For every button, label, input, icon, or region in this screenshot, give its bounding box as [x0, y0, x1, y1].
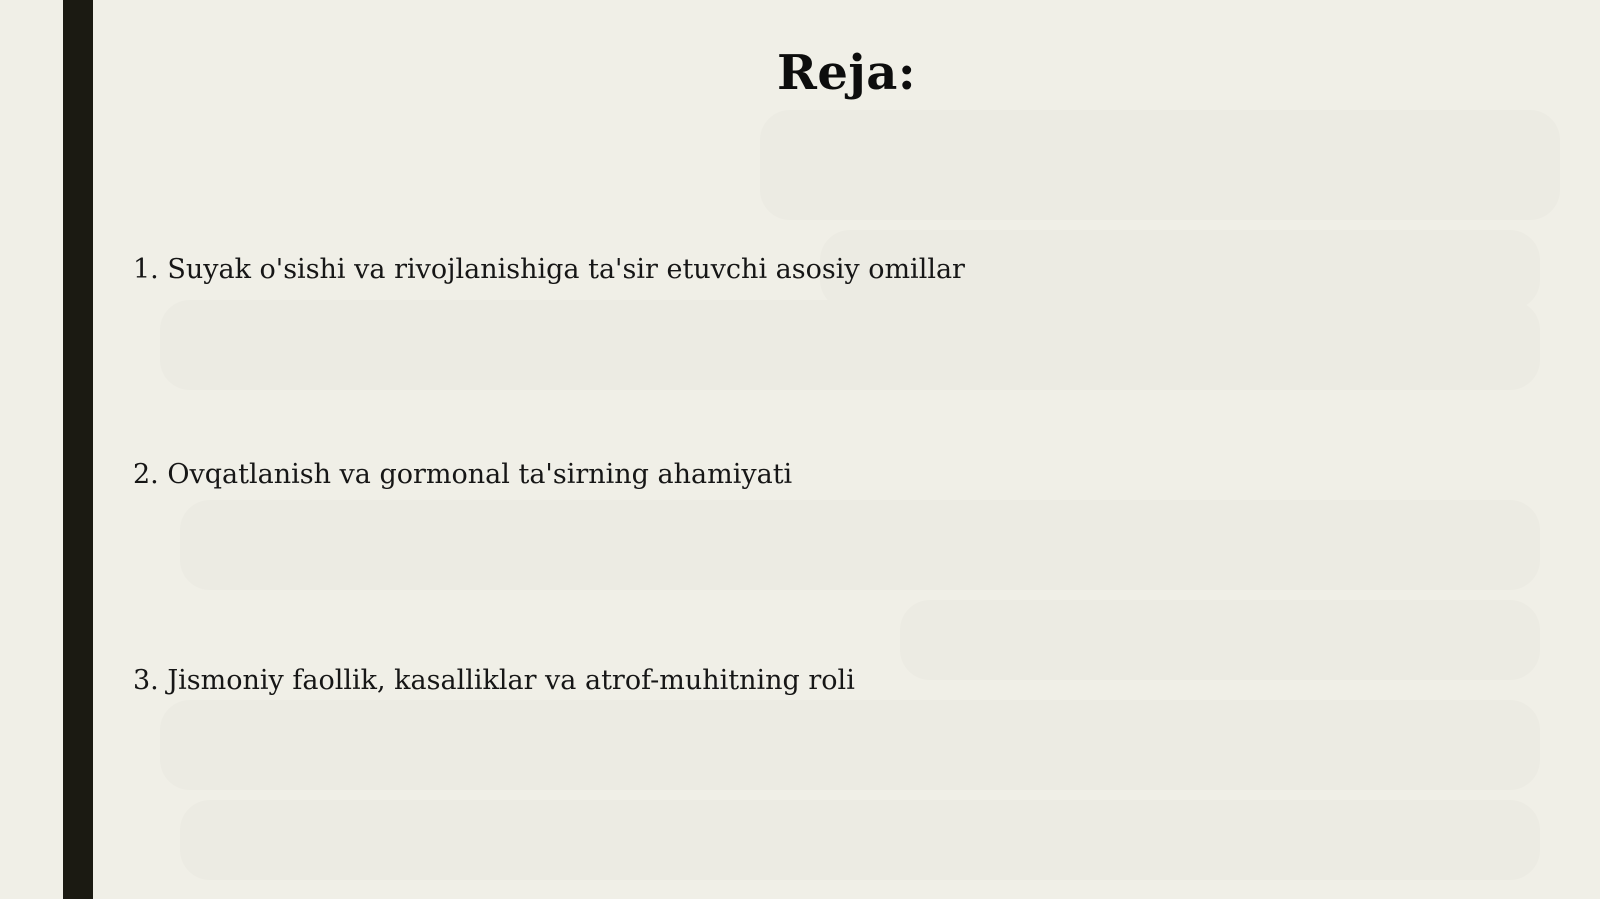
accent-bar: [63, 0, 93, 899]
agenda-item-2: 2. Ovqatlanish va gormonal ta'sirning ahamiyati: [133, 459, 793, 490]
agenda-item-3: 3. Jismoniy faollik, kasalliklar va atrof-muhitning roli: [133, 665, 855, 696]
slide-title: Reja:: [776, 45, 917, 101]
agenda-item-1: 1. Suyak o'sishi va rivojlanishiga ta'sir etuvchi asosiy omillar: [133, 254, 965, 285]
